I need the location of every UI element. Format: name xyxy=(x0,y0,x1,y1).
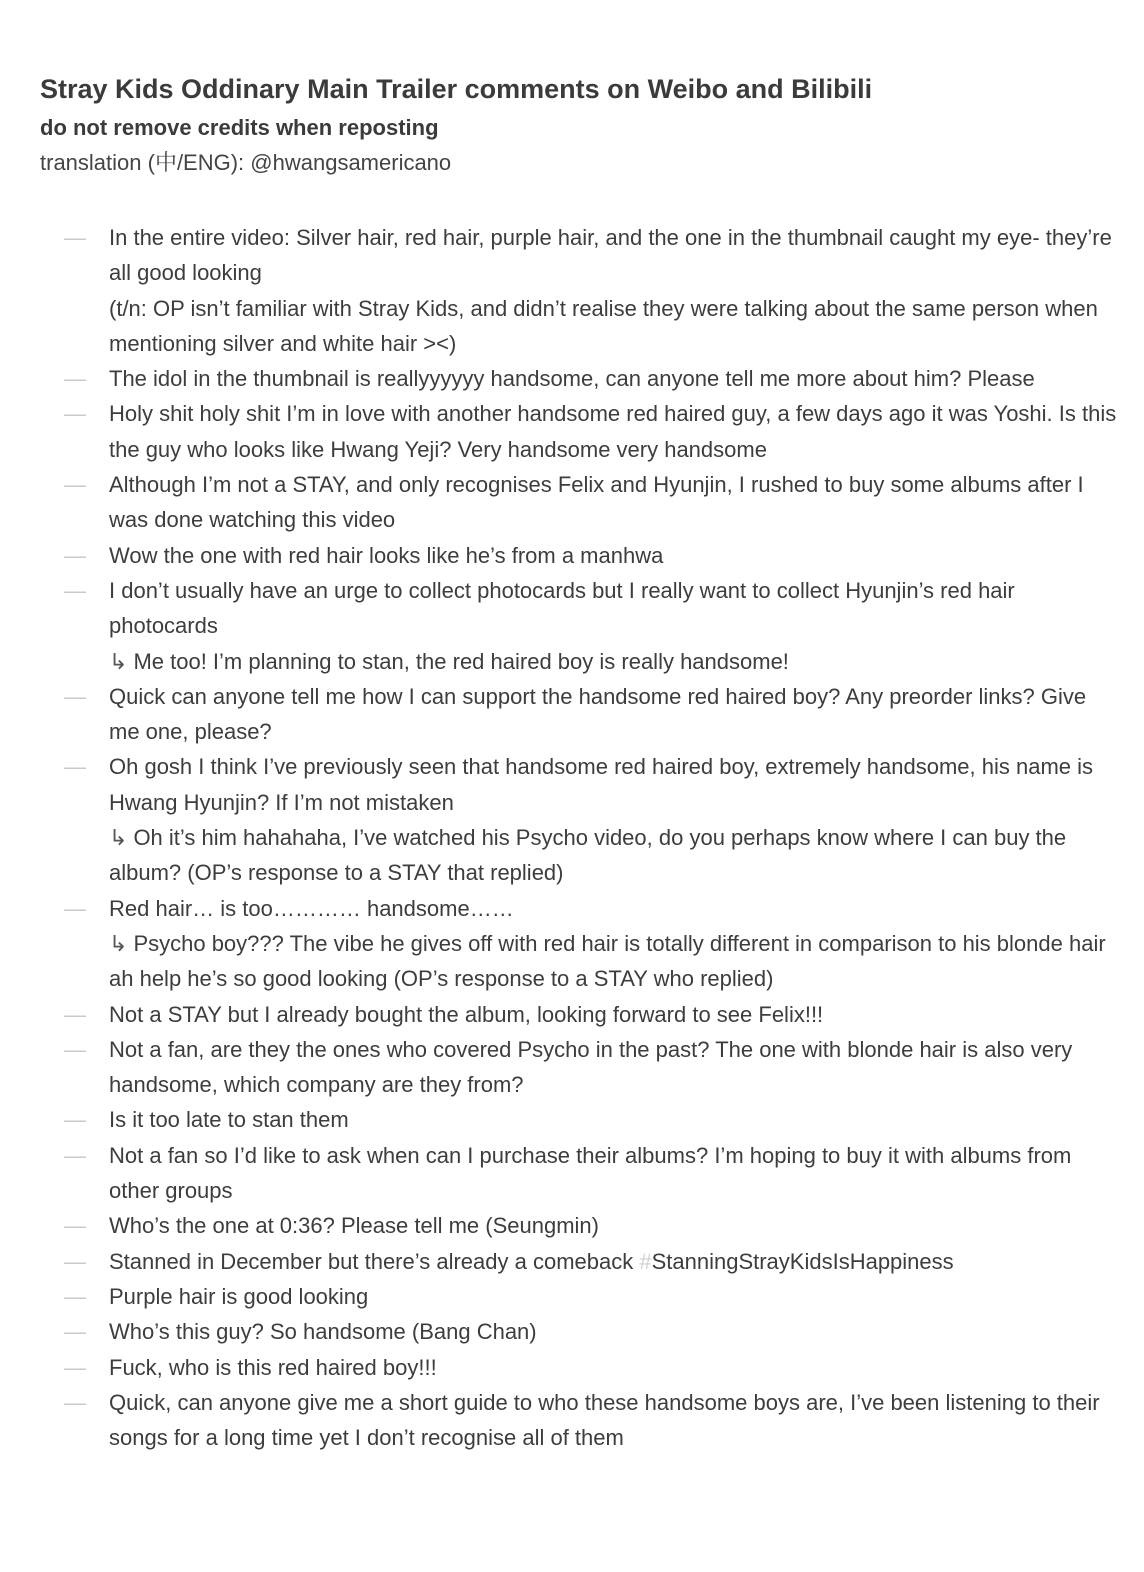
translator-note: (t/n: OP isn’t familiar with Stray Kids, and didn’t realise they were talking about the same person when mentioning silver and white hair ><) xyxy=(109,295,1098,356)
comment-item xyxy=(40,573,1120,679)
comment-text: Holy shit holy shit I’m in love with another handsome red haired guy, a few days ago it was Yoshi. Is this the guy who looks like Hwang Yeji? Very handsome very handsome xyxy=(109,401,1117,462)
document xyxy=(40,70,1120,1455)
bullet-dash-icon: — xyxy=(64,1036,86,1062)
comment-item xyxy=(40,1244,1120,1279)
comment-item xyxy=(40,538,1120,573)
comment-text: Not a STAY but I already bought the album, looking forward to see Felix!!! xyxy=(109,1001,824,1027)
comment-text: I don’t usually have an urge to collect photocards but I really want to collect Hyunjin’s red hair photocards xyxy=(109,577,1015,639)
reply-text: Oh it’s him hahahaha, I’ve watched his Psycho video, do you perhaps know where I can buy the album? (OP’s response to a STAY that replied) xyxy=(109,825,1067,886)
comment-item xyxy=(40,679,1120,750)
comment-reply xyxy=(109,644,1120,679)
comment-item xyxy=(40,1032,1120,1103)
reply-text: Me too! I’m planning to stan, the red haired boy is really handsome! xyxy=(133,648,789,674)
comment-item xyxy=(40,1102,1120,1137)
bullet-dash-icon: — xyxy=(64,366,86,392)
bullet-dash-icon: — xyxy=(64,225,86,250)
comment-text: Oh gosh I think I’ve previously seen that handsome red haired boy, extremely handsome, his name is Hwang Hyunjin? If I’m not mistaken xyxy=(109,754,1094,815)
bullet-dash-icon: — xyxy=(64,1142,86,1168)
reply-arrow-icon: ↳ xyxy=(109,825,128,851)
reply-arrow-icon: ↳ xyxy=(109,648,128,674)
comment-text: Purple hair is good looking xyxy=(109,1283,369,1309)
comment-text: Stanned in December but there’s already a comeback xyxy=(109,1248,640,1274)
bullet-dash-icon: — xyxy=(64,1213,86,1239)
comment-list xyxy=(40,220,1120,1455)
bullet-dash-icon: — xyxy=(64,1389,86,1415)
comment-text: Who’s this guy? So handsome (Bang Chan) xyxy=(109,1319,537,1345)
comment-text: Quick, can anyone give me a short guide to who these handsome boys are, I’ve been listening to their songs for a long time yet I don’t recognise all of them xyxy=(109,1389,1100,1451)
bullet-dash-icon: — xyxy=(64,577,86,603)
comment-reply xyxy=(109,926,1120,997)
comment-text: Not a fan so I’d like to ask when can I purchase their albums? I’m hoping to buy it with albums from other groups xyxy=(109,1142,1072,1204)
comment-text: Fuck, who is this red haired boy!!! xyxy=(109,1354,437,1380)
reply-text: Psycho boy??? The vibe he gives off with red hair is totally different in comparison to his blonde hair ah help he’s so good looking (OP’s response to a STAY who replied) xyxy=(109,930,1106,992)
bullet-dash-icon: — xyxy=(64,754,86,780)
comment-item xyxy=(40,997,1120,1032)
hashtag-symbol: # xyxy=(639,1248,652,1274)
comment-text: Although I’m not a STAY, and only recognises Felix and Hyunjin, I rushed to buy some albums after I was done watching this video xyxy=(109,472,1084,533)
bullet-dash-icon: — xyxy=(64,895,86,921)
comment-item xyxy=(40,396,1120,467)
comment-text: In the entire video: Silver hair, red hair, purple hair, and the one in the thumbnail caught my eye- they’re all good looking xyxy=(109,225,1112,286)
comment-item xyxy=(40,467,1120,538)
bullet-dash-icon: — xyxy=(64,472,86,498)
comment-item xyxy=(40,220,1120,361)
comment-item xyxy=(40,1385,1120,1456)
comment-text: Wow the one with red hair looks like he’s from a manhwa xyxy=(109,542,664,568)
comment-item xyxy=(40,1350,1120,1385)
bullet-dash-icon: — xyxy=(64,542,86,568)
bullet-dash-icon: — xyxy=(64,1248,86,1274)
comment-item xyxy=(40,1314,1120,1349)
comment-text: The idol in the thumbnail is reallyyyyyy handsome, can anyone tell me more about him? Please xyxy=(109,366,1035,392)
comment-text: Not a fan, are they the ones who covered Psycho in the past? The one with blonde hair is also very handsome, which company are they from? xyxy=(109,1036,1073,1098)
comment-reply xyxy=(109,820,1120,891)
comment-text: Who’s the one at 0:36? Please tell me (Seungmin) xyxy=(109,1213,599,1239)
bullet-dash-icon: — xyxy=(64,683,86,709)
bullet-dash-icon: — xyxy=(64,1319,86,1345)
reply-arrow-icon: ↳ xyxy=(109,930,128,956)
bullet-dash-icon: — xyxy=(64,1107,86,1133)
comment-item xyxy=(40,891,1120,997)
bullet-dash-icon: — xyxy=(64,1354,86,1380)
comment-item xyxy=(40,1208,1120,1243)
bullet-dash-icon: — xyxy=(64,1283,86,1309)
comment-item xyxy=(40,1138,1120,1209)
bullet-dash-icon: — xyxy=(64,401,86,427)
document-title: Stray Kids Oddinary Main Trailer comments on Weibo and Bilibili xyxy=(40,74,873,104)
translation-credit: translation (中/ENG): @hwangsamericano xyxy=(40,150,452,175)
comment-text: Red hair… is too………… handsome…… xyxy=(109,895,514,921)
comment-item xyxy=(40,361,1120,396)
credits-notice: do not remove credits when reposting xyxy=(40,115,439,140)
hashtag-text[interactable]: StanningStrayKidsIsHappiness xyxy=(651,1248,954,1274)
comment-item xyxy=(40,749,1120,890)
comment-text: Is it too late to stan them xyxy=(109,1107,349,1133)
comment-text: Quick can anyone tell me how I can support the handsome red haired boy? Any preorder links? Give me one, please? xyxy=(109,683,1087,745)
bullet-dash-icon: — xyxy=(64,1001,86,1027)
comment-item xyxy=(40,1279,1120,1314)
